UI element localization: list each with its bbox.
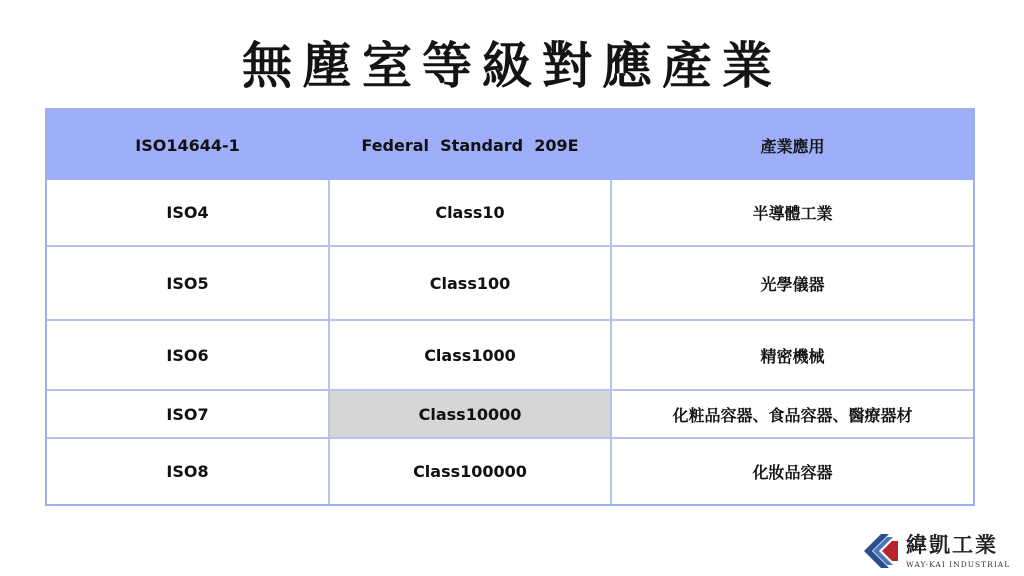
cell-industry: 精密機械 [612,321,973,391]
cell-class: Class100000 [330,439,612,504]
company-logo [862,530,1012,574]
page-title: 無塵室等級對應產業 [242,36,782,95]
cell-industry: 化粧品容器、食品容器、醫療器材 [612,391,973,439]
cell-iso: ISO7 [47,391,330,439]
cell-iso: ISO4 [47,180,330,247]
cell-class: Class1000 [330,321,612,391]
header-federal-standard: Federal Standard 209E [330,110,612,180]
cell-iso: ISO8 [47,439,330,504]
cell-iso: ISO6 [47,321,330,391]
cell-class: Class10 [330,180,612,247]
company-logo-icon [862,532,900,570]
logo-subtitle: WAY-KAI INDUSTRIAL [906,560,1011,569]
cell-class: Class100 [330,247,612,321]
cell-industry: 化妝品容器 [752,463,833,482]
cell-industry: 光學儀器 [612,247,973,321]
logo-name: 緯凱工業 [906,532,998,557]
header-iso: ISO14644-1 [47,110,330,180]
cell-class-highlighted: Class10000 [330,391,612,439]
cell-iso: ISO5 [47,247,330,321]
cell-industry: 半導體工業 [612,180,973,247]
header-industry: 產業應用 [612,110,973,180]
cleanroom-table [45,108,975,506]
